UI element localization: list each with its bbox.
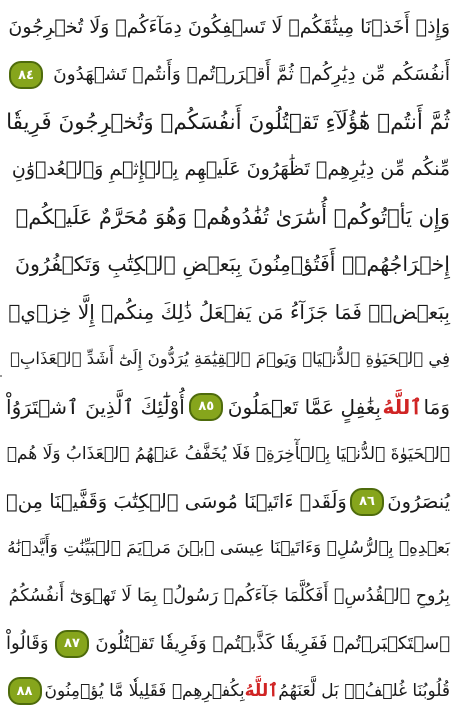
ayah-number-marker: ٨٥	[189, 393, 223, 421]
verse-line	[6, 288, 450, 335]
verse-line	[6, 525, 450, 572]
verse-text-segment: وَقَالُواْ	[6, 632, 49, 654]
ayah-number-marker: ٨٨	[8, 677, 42, 705]
verse-line	[6, 99, 450, 146]
verse-text-segment: بِرُوحِ ٱلۡقُدُسِۗ أَفَكُلَّمَا جَآءَكُمۡ رَسُولُۢ بِمَا لَا تَهۡوَىٰٓ أَنفُسُكُمُ	[8, 585, 450, 606]
verse-text-segment: وَمَا	[423, 394, 450, 419]
verse-text-segment: ثُمَّ أَنتُمۡ هَٰٓؤُلَآءِ تَقۡتُلُونَ أَنفُسَكُمۡ وَتُخۡرِجُونَ فَرِيقٗا	[6, 109, 450, 135]
verse-line	[6, 573, 450, 620]
verse-text-segment: ٱلۡحَيَوٰةَ ٱلدُّنۡيَا بِٱلۡأٓخِرَةِۖ فَلَا يُخَفَّفُ عَنۡهُمُ ٱلۡعَذَابُ وَلَا هُمۡ	[6, 443, 450, 464]
verse-text-segment: أَنفُسَكُم مِّن دِيَٰرِكُمۡ ثُمَّ أَقۡرَرۡتُمۡ وَأَنتُمۡ تَشۡهَدُونَ	[53, 63, 450, 85]
ayah-number-marker: ٨٤	[9, 61, 43, 89]
verse-line	[6, 478, 450, 525]
verse-line	[6, 4, 450, 51]
verse-text-segment: قُلُوبُنَا غُلۡفُۢۚ بَل لَّعَنَهُمُ	[278, 680, 450, 701]
verse-line	[6, 146, 450, 193]
verse-text-segment: وَإِن يَأۡتُوكُمۡ أُسَٰرَىٰ تُفَٰدُوهُمۡ وَهُوَ مُحَرَّمٌ عَلَيۡكُمۡ	[15, 204, 450, 229]
verse-text-segment: إِخۡرَاجُهُمۡۚ أَفَتُؤۡمِنُونَ بِبَعۡضِ ٱلۡكِتَٰبِ وَتَكۡفُرُونَ	[14, 252, 450, 277]
ayah-number-marker: ٨٦	[350, 488, 384, 516]
divine-name-text: ٱللَّهُ	[244, 680, 279, 701]
margin-mark	[0, 375, 2, 377]
divine-name-text: ٱللَّهُ	[382, 394, 423, 419]
verse-line	[6, 383, 450, 430]
verse-text-segment: بِبَعۡضٖۚ فَمَا جَزَآءُ مَن يَفۡعَلُ ذَٰلِكَ مِنكُمۡ إِلَّا خِزۡيٞ	[8, 300, 450, 325]
verse-line	[6, 51, 450, 98]
verse-text-segment: أُوْلَٰٓئِكَ ٱلَّذِينَ ٱشۡتَرَوُاْ	[6, 394, 185, 419]
verse-text-segment: فِي ٱلۡحَيَوٰةِ ٱلدُّنۡيَاۖ وَيَوۡمَ ٱلۡقِيَٰمَةِ يُرَدُّونَ إِلَىٰٓ أَشَدِّ ٱلۡعَذَابِۗ	[10, 349, 450, 369]
verse-line	[6, 667, 450, 714]
verse-line	[6, 336, 450, 383]
verse-text-segment: يُنصَرُونَ	[387, 489, 450, 513]
verse-line	[6, 431, 450, 478]
verse-text-segment: وَلَقَدۡ ءَاتَيۡنَا مُوسَى ٱلۡكِتَٰبَ وَقَفَّيۡنَا مِنۢ	[6, 489, 347, 513]
verse-text-segment: بِكُفۡرِهِمۡ فَقَلِيلٗا مَّا يُؤۡمِنُونَ	[44, 680, 245, 701]
verse-line	[6, 241, 450, 288]
verse-line	[6, 194, 450, 241]
verse-line	[6, 620, 450, 667]
ayah-number-marker: ٨٧	[55, 630, 89, 658]
verse-text-segment: بِغَٰفِلٍ عَمَّا تَعۡمَلُونَ	[227, 394, 381, 419]
verse-text-segment: مِّنكُم مِّن دِيَٰرِهِمۡ تَظَٰهَرُونَ عَلَيۡهِم بِٱلۡإِثۡمِ وَٱلۡعُدۡوَٰنِ	[11, 158, 450, 181]
verse-text-segment: بَعۡدِهِۦ بِٱلرُّسُلِۖ وَءَاتَيۡنَا عِيسَى ٱبۡنَ مَرۡيَمَ ٱلۡبَيِّنَٰتِ وَأَيَّدۡنَٰهُ	[7, 538, 450, 559]
verse-text-segment: ٱسۡتَكۡبَرۡتُمۡ فَفَرِيقٗا كَذَّبۡتُمۡ وَفَرِيقٗا تَقۡتُلُونَ	[95, 632, 450, 654]
verse-text-segment: وَإِذۡ أَخَذۡنَا مِيثَٰقَكُمۡ لَا تَسۡفِكُونَ دِمَآءَكُمۡ وَلَا تُخۡرِجُونَ	[8, 16, 450, 39]
